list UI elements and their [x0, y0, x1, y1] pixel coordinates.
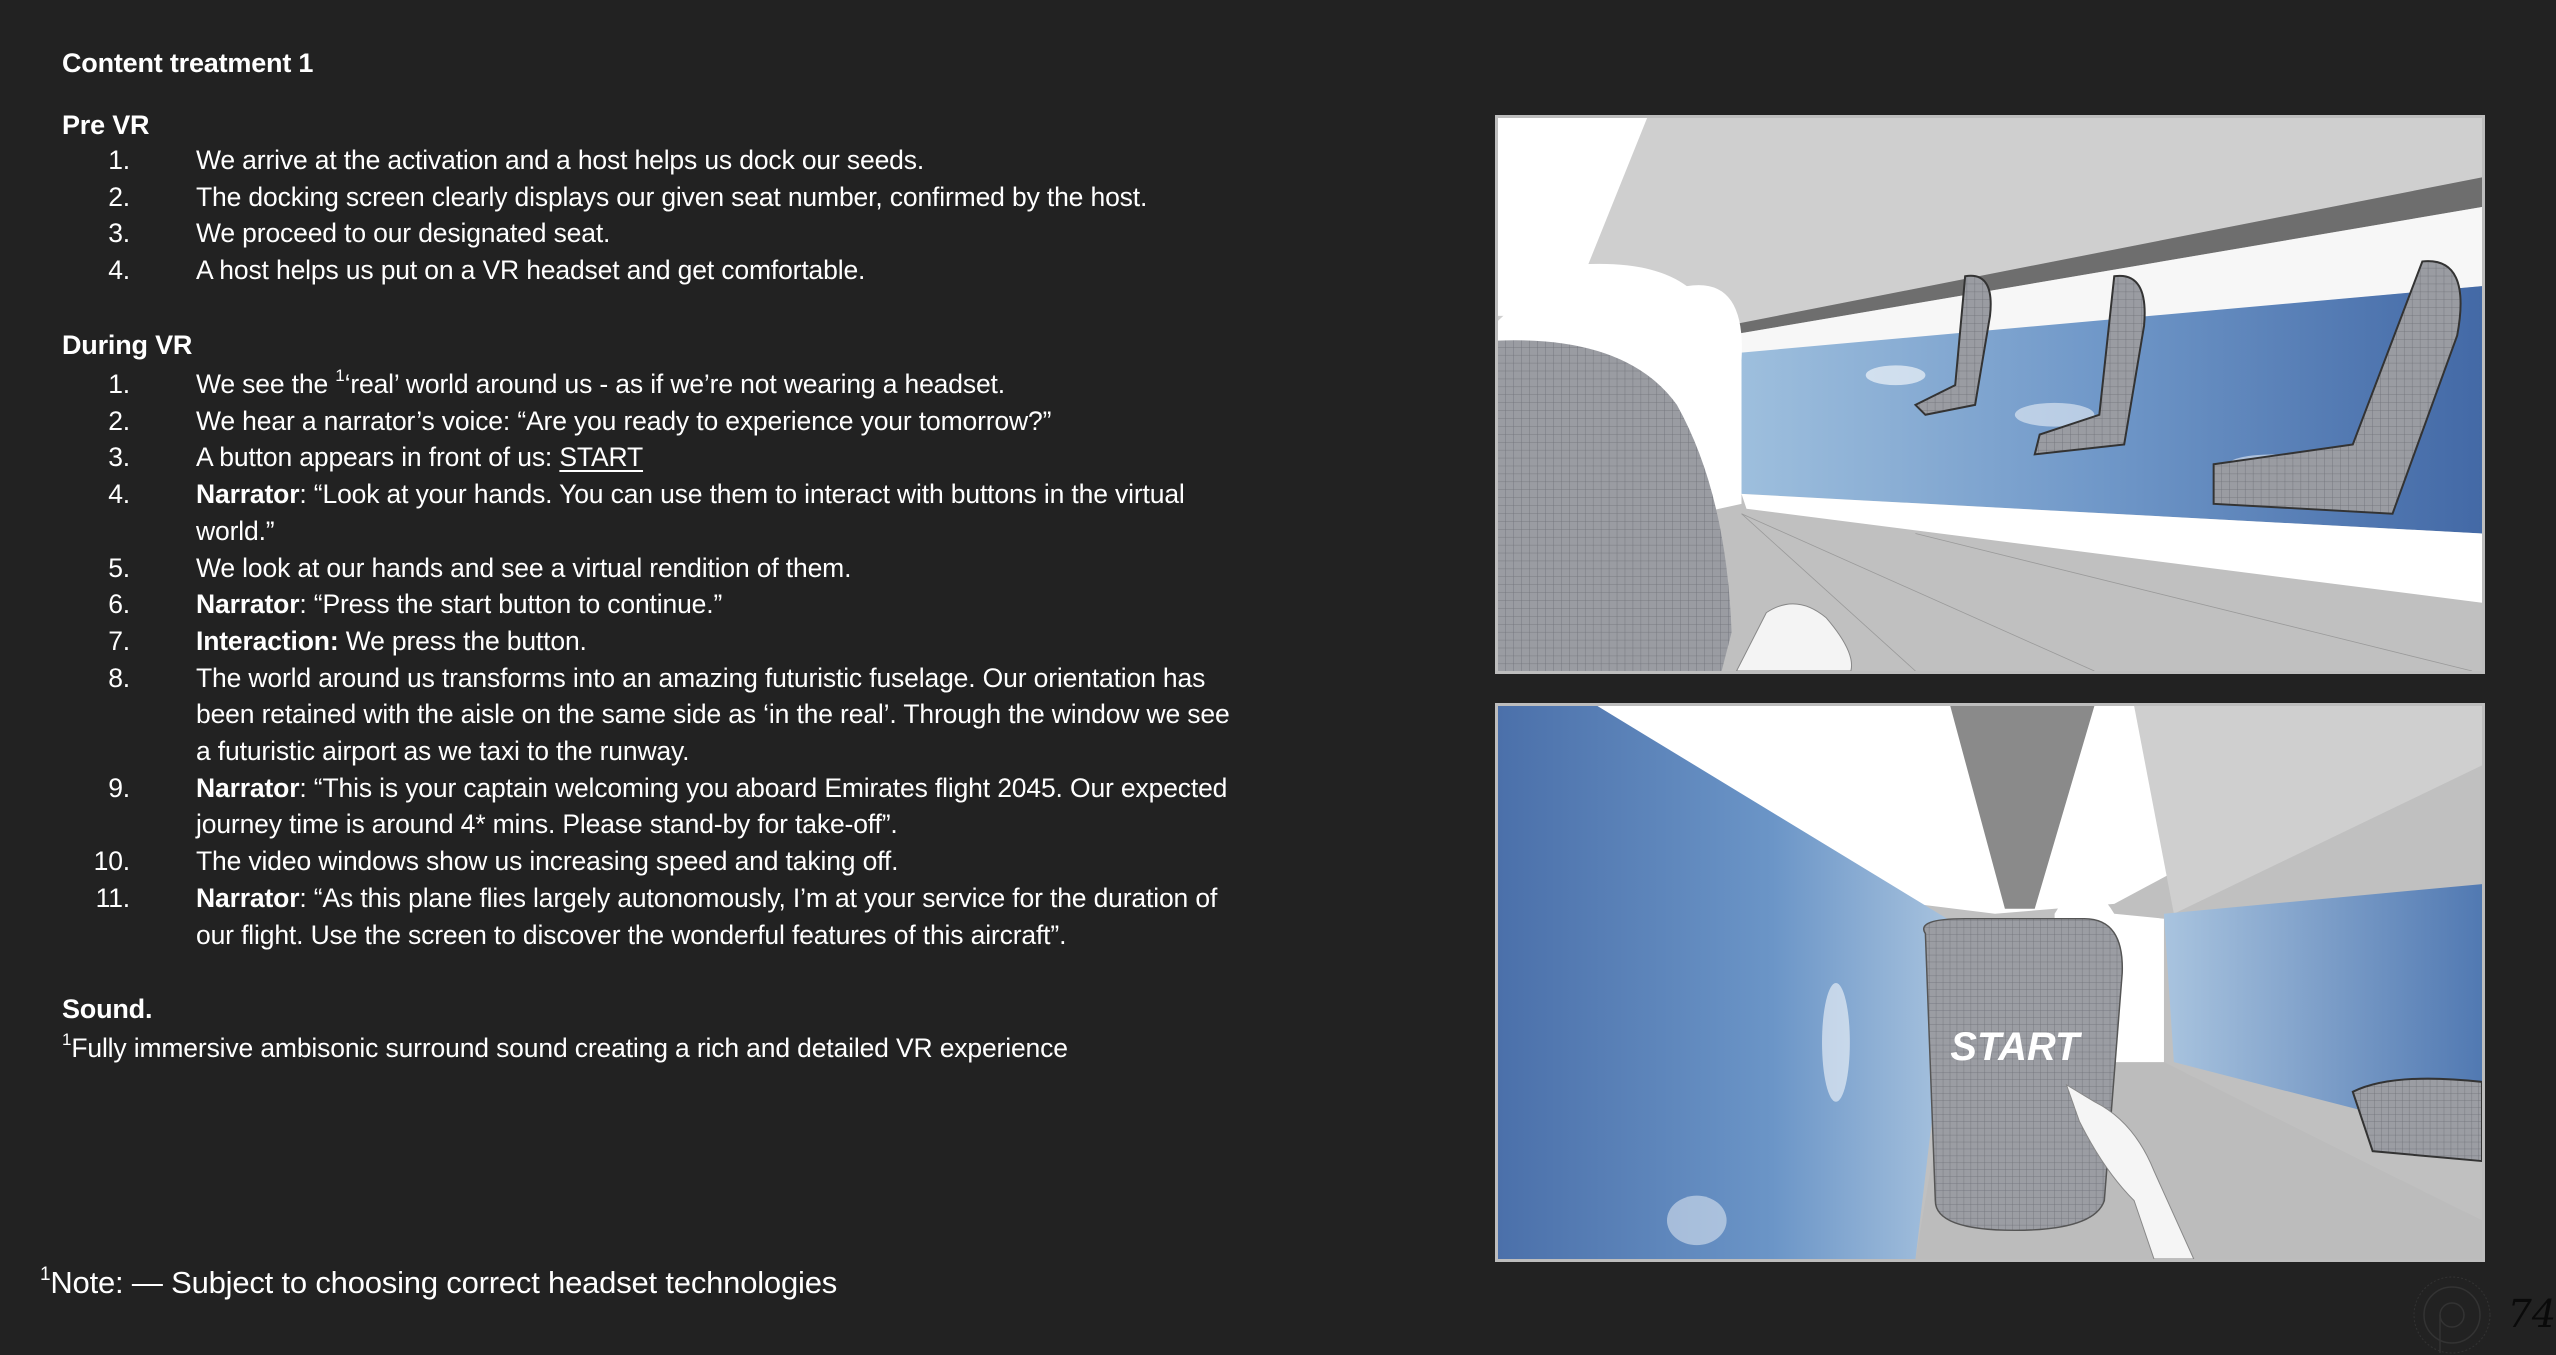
- pre-vr-list: [0, 142, 1300, 289]
- item-text: : “Press the start button to continue.”: [299, 589, 723, 620]
- item-number: 2.: [108, 181, 130, 212]
- render-image-fuselage-seats: [1495, 115, 2485, 674]
- list-item: [0, 880, 1230, 953]
- item-text: We press the button.: [338, 625, 587, 656]
- interaction-label: Interaction:: [196, 625, 339, 656]
- item-number: 11.: [95, 882, 130, 913]
- during-vr-list: [0, 366, 1230, 953]
- footnote-marker: 1: [62, 1030, 72, 1050]
- sound-text: Fully immersive ambisonic surround sound creating a rich and detailed VR experience: [71, 1033, 1068, 1063]
- list-item: [0, 142, 1300, 179]
- list-item: [0, 252, 1300, 289]
- footnote-text: Note: — Subject to choosing correct headset technologies: [50, 1265, 838, 1300]
- list-item: [0, 179, 1300, 216]
- item-number: 6.: [108, 589, 130, 620]
- list-item: [0, 843, 1230, 880]
- item-number: 4.: [108, 479, 130, 510]
- item-text: : “As this plane flies largely autonomously, I’m at your service for the duration of our flight. Use the screen to discover the wonderful features of this aircraft”.: [196, 882, 1218, 950]
- pre-vr-heading: Pre VR: [62, 110, 150, 140]
- item-number: 10.: [93, 846, 130, 877]
- item-text: The world around us transforms into an amazing futuristic fuselage. Our orientation has been retained with the aisle on the same side as ‘in the real’. Through the window we see a futuristic airport as we taxi to the runway.: [196, 662, 1230, 767]
- list-item: [0, 403, 1230, 440]
- during-vr-heading: During VR: [62, 330, 193, 360]
- speaker-label: Narrator: [196, 589, 300, 620]
- list-item: [0, 623, 1230, 660]
- start-button-render-illustration: [1498, 706, 2482, 1259]
- start-link[interactable]: START: [559, 442, 644, 473]
- render-image-start-button: [1495, 703, 2485, 1262]
- item-number: 7.: [108, 625, 130, 656]
- item-number: 5.: [108, 552, 130, 583]
- item-text: A host helps us put on a VR headset and get comfortable.: [196, 255, 866, 286]
- sound-heading: Sound.: [62, 994, 153, 1024]
- item-text: : “Look at your hands. You can use them to interact with buttons in the virtual world.”: [196, 479, 1185, 546]
- item-number: 9.: [108, 772, 130, 803]
- list-item: [0, 660, 1230, 770]
- speaker-label: Narrator: [196, 882, 300, 913]
- footnote: [40, 1264, 837, 1302]
- item-text: We hear a narrator’s voice: “Are you ready to experience your tomorrow?”: [196, 405, 1052, 436]
- item-text: We look at our hands and see a virtual rendition of them.: [196, 552, 852, 583]
- item-text: A button appears in front of us:: [196, 442, 560, 473]
- item-text: We arrive at the activation and a host helps us dock our seeds.: [196, 145, 925, 175]
- list-item: [0, 366, 1230, 403]
- item-text: We see the: [196, 369, 336, 399]
- list-item: [0, 439, 1230, 476]
- footnote-marker: 1: [335, 366, 345, 386]
- fuselage-render-illustration: [1498, 118, 2482, 671]
- speaker-label: Narrator: [196, 772, 300, 803]
- speaker-label: Narrator: [196, 479, 300, 510]
- item-text: The docking screen clearly displays our given seat number, confirmed by the host.: [196, 181, 1148, 212]
- item-number: 4.: [108, 255, 130, 286]
- item-text: : “This is your captain welcoming you aboard Emirates flight 2045. Our expected journey time is around 4* mins. Please stand-by for take-off”.: [196, 772, 1228, 840]
- item-number: 8.: [108, 662, 130, 693]
- start-button-label[interactable]: START: [1950, 1025, 2080, 1070]
- item-text: The video windows show us increasing speed and taking off.: [196, 846, 899, 877]
- list-item: [0, 215, 1300, 252]
- brand-logo-icon: [2412, 1275, 2492, 1355]
- item-number: 3.: [108, 218, 130, 249]
- sound-description: [62, 1030, 1068, 1066]
- item-number: 1.: [108, 369, 130, 399]
- list-item: [0, 586, 1230, 623]
- list-item: [0, 476, 1230, 549]
- page-number: 74: [2507, 1292, 2556, 1336]
- slide-title: Content treatment 1: [62, 48, 314, 78]
- list-item: [0, 770, 1230, 843]
- item-number: 3.: [108, 442, 130, 473]
- item-text: We proceed to our designated seat.: [196, 218, 611, 249]
- item-number: 1.: [108, 145, 130, 175]
- item-number: 2.: [108, 405, 130, 436]
- item-text: ‘real’ world around us - as if we’re not wearing a headset.: [344, 369, 1005, 399]
- footnote-marker: 1: [40, 1263, 51, 1285]
- list-item: [0, 550, 1230, 587]
